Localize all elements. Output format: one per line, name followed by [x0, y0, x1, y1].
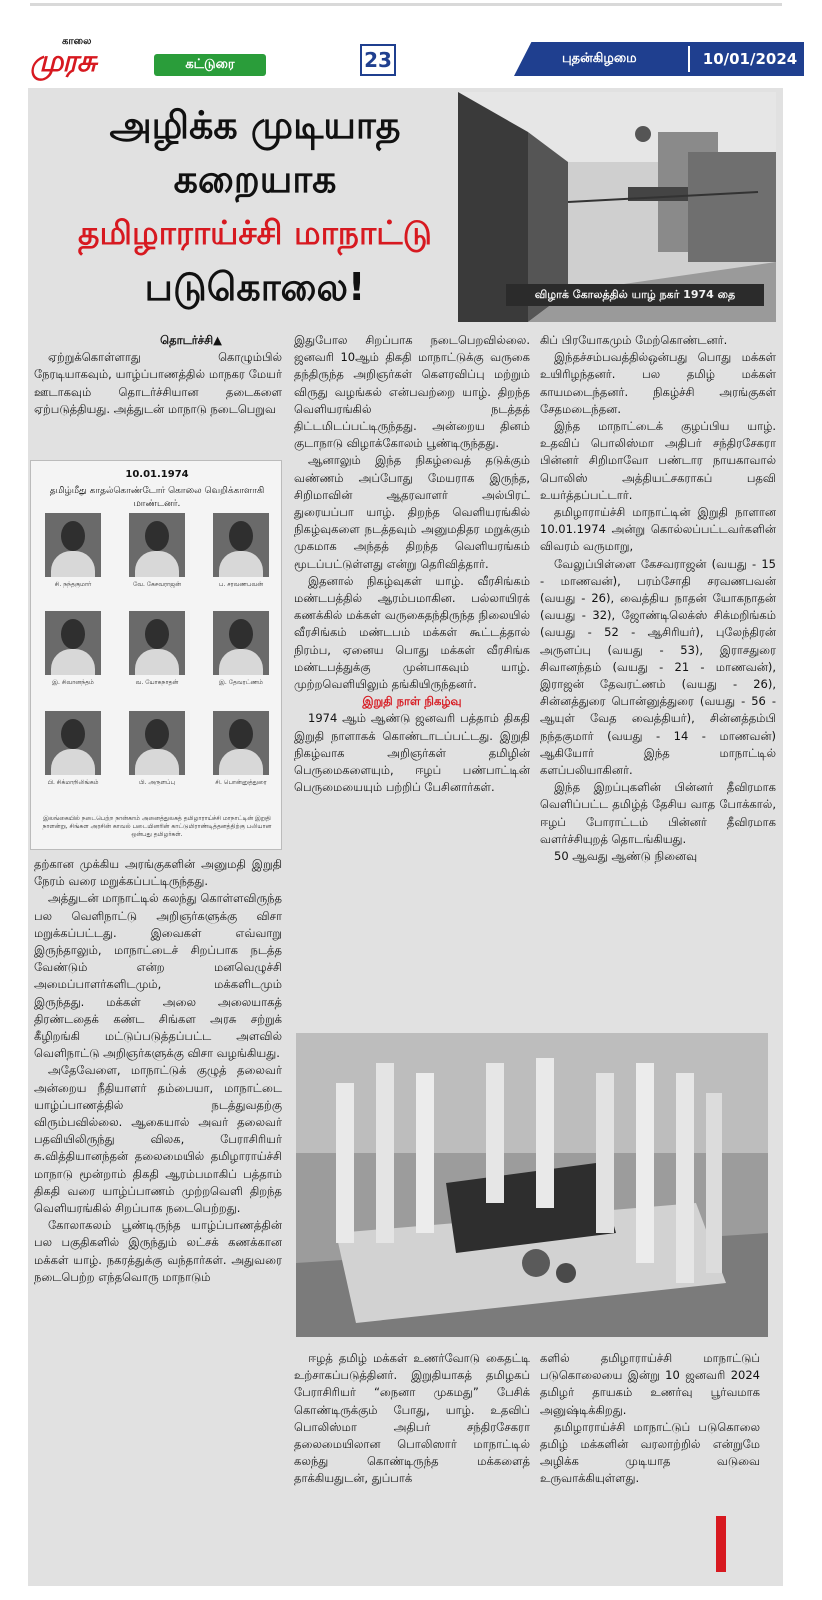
headline-line-1: அழிக்க முடியாத	[109, 103, 401, 147]
paragraph: ஈழத் தமிழ் மக்கள் உணர்வோடு கைதட்டி உற்சாகப்படுத்தினர். இறுதியாகத் தமிழகப் பேராசிரியர் “நைனா முகமது” பேசிக் கொண்டிருக்கும் போது, யாழ். உதவிப் பொலிஸ்மா அதிபர் சந்திரசேகரா தலைமையிலான பொலிஸார் மாநாட்டில் கலந்து கொண்டிருந்த மக்களைத் தாக்கியதுடன், துப்பாக்	[294, 1351, 530, 1486]
headline-line-3: தமிழாராய்ச்சி மாநாட்டு	[78, 213, 432, 252]
victim-name: சி. நந்தகுமார்	[54, 581, 92, 588]
paragraph: 50 ஆவது ஆண்டு நினைவு	[554, 849, 698, 864]
article	[28, 88, 783, 1586]
paragraph: இந்த மாநாட்டைக் குழப்பிய யாழ். உதவிப் பொலிஸ்மா அதிபர் சந்திரசேகரா பின்னர் சிறிமாவோ பண்டார நாயகாவால் பொலிஸ் அத்தியட்சகராகப் பதவி உயர்த்தப்பட்டார்.	[540, 419, 776, 502]
victim-portrait	[129, 611, 185, 675]
inset-caption: இலங்கையில் நடைபெற்ற நான்காம் அனைத்துலகத் தமிழாராய்ச்சி மாநாட்டின் இறுதி நாளன்று, சிங்கள அரசின் காவல் படையினரின் காட்டுமிராண்டித்தனத்திற்கு பலியான ஒன்பது தமிழர்கள்.	[42, 815, 272, 838]
inset-title: தமிழ்மீது காதல்கொண்டோர் கொலை வெறிக்காளாகி மாண்டனர்.	[49, 486, 265, 509]
victim-name: சி. பொன்னுத்துரை	[215, 779, 267, 786]
victim-name: இ. தேவரட்ணம்	[219, 679, 263, 686]
subheading: இறுதி நாள் நிகழ்வு	[362, 694, 462, 709]
issue-day: புதன்கிழமை	[562, 51, 637, 66]
victim-name: இ. சிவானந்தம்	[52, 679, 94, 686]
street-photo-1974	[458, 92, 776, 322]
paragraph: இந்த இறப்புகளின் பின்னர் தீவிரமாக வெளிப்பட்ட தமிழ்த் தேசிய வாத போக்கால், ஈழப் போராட்டம் பின்னர் தீவிரமாக வளர்ச்சியுறத் தொடங்கியது.	[540, 780, 776, 846]
victim-portrait	[45, 711, 101, 775]
top-rule	[30, 0, 782, 6]
column-2-bottom	[294, 1350, 530, 1488]
column-2	[294, 332, 530, 796]
paragraph: இதனால் நிகழ்வுகள் யாழ். வீரசிங்கம் மண்டபத்தில் ஆரம்பமாகின. பல்லாயிரக் கணக்கில் மக்கள் வருகைதந்திருந்த நிலையில் வீரசிங்கம் மண்டபம் மக்கள் கூட்டத்தால் நிரம்ப, ஏனைய பொது மக்கள் வீரசிங்க மண்டபத்துக்கு முன்பாகவும் யாழ். முற்றவெளியிலும் தங்கியிருந்தனர்.	[294, 573, 530, 692]
newspaper-logo	[24, 34, 144, 78]
column-3	[540, 332, 776, 865]
headline-line-4: படுகொலை!	[144, 265, 366, 309]
column-1	[34, 856, 282, 1286]
paragraph: கோலாகலம் பூண்டிருந்த யாழ்ப்பாணத்தின் பல பகுதிகளில் இருந்தும் லட்சக் கணக்கான மக்கள் யாழ். நகரத்துக்கு வந்தார்கள். அதுவரை நடைபெற்ற எந்தவொரு மாநாடும்	[34, 1218, 282, 1284]
victim-name: ப. சரவணபவன்	[218, 581, 264, 588]
victim-portrait	[213, 711, 269, 775]
end-marker	[716, 1516, 726, 1572]
date-bar	[514, 42, 804, 76]
paragraph: தமிழாராய்ச்சி மாநாட்டின் இறுதி நாளான 10.01.1974 அன்று கொல்லப்பட்டவர்களின் விவரம் வருமாறு,	[540, 505, 776, 554]
victim-portrait	[129, 513, 185, 577]
victim-portrait	[213, 611, 269, 675]
continued-marker: தொடர்ச்சி▲	[160, 333, 222, 347]
victims-inset	[30, 460, 282, 850]
logo-main-text: முரசு	[30, 44, 96, 79]
paragraph: வேலுப்பிள்ளை கேசவராஜன் (வயது - 15 - மாணவன்), பரம்சோதி சரவணபவன் (வயது - 26), வைத்திய நாதன் யோகநாதன் (வயது - 32), ஜோண்டிலெக்ஸ் சிக்மறிங்கம் (வயது - 52 - ஆசிரியர்), புலேந்திரன் அருளப்பு (வயது - 53), இராசதுரை சிவானந்தம் (வயது - 21 - மாணவன்), இராஜன் தேவரட்ணம் (வயது - 26), சின்னத்துரை பொன்னுத்துரை (வயது - 56 - ஆயுள் வேத வைத்தியர்), சின்னத்தம்பி நந்தகுமார் (வயது - 14 - மாணவன்) ஆகியோர் இந்த மாநாட்டில் களப்பலியாகினர்.	[540, 556, 776, 778]
headline-line-2: கறையாக	[173, 157, 337, 201]
memorial-photo	[296, 1033, 768, 1337]
paragraph: இந்தச்சம்பவத்தில்ஒன்பது பொது மக்கள் உயிரிழந்தனர். பல தமிழ் மக்கள் காயமடைந்தனர். நிகழ்ச்சி அரங்குகள் சேதமடைந்தன.	[540, 350, 776, 416]
paragraph: தற்கான முக்கிய அரங்குகளின் அனுமதி இறுதி நேரம் வரை மறுக்கப்பட்டிருந்தது.	[34, 857, 282, 889]
paragraph: 1974 ஆம் ஆண்டு ஜனவரி பத்தாம் திகதி இறுதி நாளாகக் கொண்டாடப்பட்டது. இறுதி நிகழ்வாக அறிஞர்கள் தமிழின் பெருமைகளையும், ஈழப் பண்பாட்டின் பெருமையையும் பற்றிப் பேசினார்கள்.	[294, 711, 530, 795]
page-number: 23	[360, 44, 396, 76]
inset-date: 10.01.1974	[125, 469, 189, 480]
paragraph: இதுபோல சிறப்பாக நடைபெறவில்லை. ஜனவரி 10ஆம் திகதி மாநாட்டுக்கு வருகை தந்திருந்த அறிஞர்கள் கௌரவிப்பு மற்றும் விருது வழங்கல் என்பவற்றை யாழ். திறந்த வெளியரங்கில் நடத்தத் திட்டமிடப்பட்டிருந்தது. அன்றைய தினம் குடாநாடு விழாக்கோலம் பூண்டிருந்தது.	[294, 333, 530, 451]
victim-name: பி. அருளப்பு	[139, 779, 175, 786]
victim-portrait	[45, 611, 101, 675]
issue-date: 10/01/2024	[702, 50, 798, 68]
victim-portrait	[213, 513, 269, 577]
paragraph: அதேவேளை, மாநாட்டுக் குழுத் தலைவர் அன்றைய நீதியாளர் தம்பையா, மாநாட்டை யாழ்ப்பாணத்தில் நடத்துவதற்கு விரும்பவில்லை. ஆகையால் அவர் தலைவர் பதவியிலிருந்து விலக, பேராசிரியர் சு.வித்தியானந்தன் தலைமையில் தமிழாராய்ச்சி மாநாடு மூன்றாம் திகதி ஆரம்பமாகிப் பத்தாம் திகதி வரை யாழ்ப்பாணம் முற்றவெளி திறந்த வெளியரங்கில் சிறப்பாக நடைபெற்றது.	[34, 1063, 282, 1216]
date-separator	[688, 46, 690, 72]
victim-portrait	[45, 513, 101, 577]
section-tag: கட்டுரை	[154, 54, 266, 76]
masthead	[24, 30, 798, 84]
victim-portrait	[129, 711, 185, 775]
paragraph: ஏற்றுக்கொள்ளாது கொழும்பில் நேரடியாகவும், யாழ்ப்பாணத்தில் மாநகர மேயர் ஊடாகவும் தொடர்ச்சியான தடைகளை ஏற்படுத்தியது. அத்துடன் மாநாடு நடைபெறுவ	[34, 350, 282, 416]
column-1-top	[34, 332, 282, 418]
memorial-photo-image	[296, 1033, 768, 1337]
paragraph: களில் தமிழாராய்ச்சி மாநாட்டுப் படுகொலையை இன்று 10 ஜனவரி 2024 தமிழர் தாயகம் உணர்வு பூர்வமாக அனுஷ்டிக்கிறது.	[540, 1351, 760, 1417]
paragraph: அத்துடன் மாநாட்டில் கலந்து கொள்ளவிருந்த பல வெளிநாட்டு அறிஞர்களுக்கு விசா மறுக்கப்பட்டது. இவைகள் எவ்வாறு இருந்தாலும், மாநாட்டைச் சிறப்பாக நடத்த வேண்டும் என்ற மனவெழுச்சி அமைப்பாளர்களிடமும், மக்களிடமும் இருந்தது. மக்கள் அலை அலையாகத் திரண்டதைக் கண்ட சிங்கள அரசு சற்றுக் கீழிறங்கி மட்டுப்படுத்தப்பட்ட அளவில் வெளிநாட்டு அறிஞர்களுக்கு விசா வழங்கியது.	[34, 891, 282, 1061]
paragraph: தமிழாராய்ச்சி மாநாட்டுப் படுகொலை தமிழ் மக்களின் வரலாற்றில் என்றுமே அழிக்க முடியாத வடுவை உருவாக்கியுள்ளது.	[540, 1419, 760, 1486]
headline	[60, 98, 450, 328]
victim-name: வே. கேசவராஜன்	[132, 581, 182, 588]
paragraph: ஆனாலும் இந்த நிகழ்வைத் தடுக்கும் வண்ணம் அப்போது மேயராக இருந்த, சிறிமாவின் ஆதரவாளர் அல்பிரட் துரையப்பா யாழ். திறந்த வெளியரங்கில் நிகழ்வுகளை நடத்தவும் அனுமதிதர மறுக்கும் முகமாக அந்தத் திறந்த வெளியரங்கம் மூடப்பட்டுள்ளது என்று தெரிவித்தார்.	[294, 453, 530, 571]
victim-name: பி. சிக்மாறிலிங்கம்	[47, 779, 99, 786]
logo-small-text: காலை	[62, 36, 92, 47]
victim-name: வ. யோகநாதன்	[135, 679, 179, 686]
street-photo-caption: விழாக் கோலத்தில் யாழ் நகர் 1974 தை	[506, 284, 764, 306]
paragraph: கிப் பிரயோகமும் மேற்கொண்டனர்.	[540, 333, 728, 347]
column-3-bottom	[540, 1350, 760, 1488]
